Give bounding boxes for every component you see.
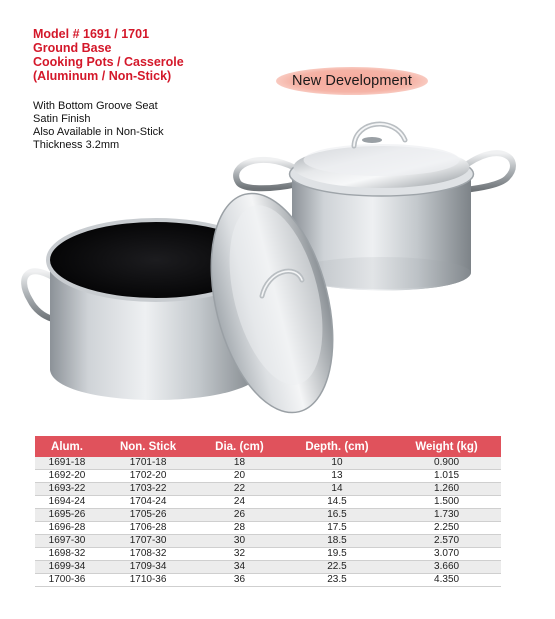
cell-non-stick: 1708-32 (99, 548, 197, 561)
cell-non-stick: 1706-28 (99, 522, 197, 535)
cell-depth: 19.5 (282, 548, 392, 561)
badge-label: New Development (292, 73, 412, 89)
cell-diameter: 20 (197, 470, 282, 483)
cell-weight: 1.730 (392, 509, 501, 522)
column-header-non-stick: Non. Stick (99, 436, 197, 457)
cell-weight: 1.500 (392, 496, 501, 509)
cell-diameter: 30 (197, 535, 282, 548)
cell-alum: 1696-28 (35, 522, 99, 535)
column-header-alum: Alum. (35, 436, 99, 457)
cell-depth: 10 (282, 457, 392, 470)
cell-weight: 3.070 (392, 548, 501, 561)
cell-depth: 14.5 (282, 496, 392, 509)
cell-alum: 1695-26 (35, 509, 99, 522)
cell-depth: 14 (282, 483, 392, 496)
feature-item: Thickness 3.2mm (33, 139, 120, 151)
cell-diameter: 36 (197, 574, 282, 587)
cell-alum: 1697-30 (35, 535, 99, 548)
cell-depth: 22.5 (282, 561, 392, 574)
cell-weight: 3.660 (392, 561, 501, 574)
new-development-badge (276, 67, 428, 95)
cell-weight: 2.250 (392, 522, 501, 535)
table-row (35, 496, 501, 509)
cell-depth: 23.5 (282, 574, 392, 587)
product-photo (10, 110, 545, 415)
cell-non-stick: 1702-20 (99, 470, 197, 483)
product-title (33, 27, 184, 83)
cell-weight: 4.350 (392, 574, 501, 587)
cell-diameter: 22 (197, 483, 282, 496)
table-row (35, 522, 501, 535)
column-header-weight: Weight (kg) (392, 436, 501, 457)
spec-table (35, 436, 501, 587)
cell-non-stick: 1704-24 (99, 496, 197, 509)
cell-non-stick: 1710-36 (99, 574, 197, 587)
cell-weight: 1.015 (392, 470, 501, 483)
cell-alum: 1698-32 (35, 548, 99, 561)
cell-diameter: 28 (197, 522, 282, 535)
title-base: Ground Base (33, 41, 112, 55)
cell-alum: 1694-24 (35, 496, 99, 509)
cell-non-stick: 1709-34 (99, 561, 197, 574)
table-row (35, 548, 501, 561)
cell-diameter: 18 (197, 457, 282, 470)
table-row (35, 561, 501, 574)
cell-diameter: 32 (197, 548, 282, 561)
cell-depth: 13 (282, 470, 392, 483)
cell-diameter: 24 (197, 496, 282, 509)
table-row (35, 483, 501, 496)
table-row (35, 457, 501, 470)
cell-non-stick: 1701-18 (99, 457, 197, 470)
cell-alum: 1692-20 (35, 470, 99, 483)
cell-non-stick: 1703-22 (99, 483, 197, 496)
table-row (35, 574, 501, 587)
cell-non-stick: 1705-26 (99, 509, 197, 522)
cell-weight: 1.260 (392, 483, 501, 496)
feature-item: Also Available in Non-Stick (33, 126, 164, 138)
title-type: Cooking Pots / Casserole (33, 55, 184, 69)
cell-alum: 1699-34 (35, 561, 99, 574)
table-row (35, 535, 501, 548)
cell-alum: 1693-22 (35, 483, 99, 496)
feature-item: With Bottom Groove Seat (33, 100, 158, 112)
table-row (35, 509, 501, 522)
column-header-diameter: Dia. (cm) (197, 436, 282, 457)
cell-depth: 18.5 (282, 535, 392, 548)
cell-weight: 0.900 (392, 457, 501, 470)
title-model: Model # 1691 / 1701 (33, 27, 150, 41)
cell-weight: 2.570 (392, 535, 501, 548)
cell-alum: 1700-36 (35, 574, 99, 587)
cell-diameter: 34 (197, 561, 282, 574)
feature-item: Satin Finish (33, 113, 91, 125)
cell-depth: 16.5 (282, 509, 392, 522)
title-material: (Aluminum / Non-Stick) (33, 69, 172, 83)
cell-alum: 1691-18 (35, 457, 99, 470)
column-header-depth: Depth. (cm) (282, 436, 392, 457)
table-row (35, 470, 501, 483)
table-header-row (35, 436, 501, 457)
cell-diameter: 26 (197, 509, 282, 522)
cell-depth: 17.5 (282, 522, 392, 535)
cell-non-stick: 1707-30 (99, 535, 197, 548)
